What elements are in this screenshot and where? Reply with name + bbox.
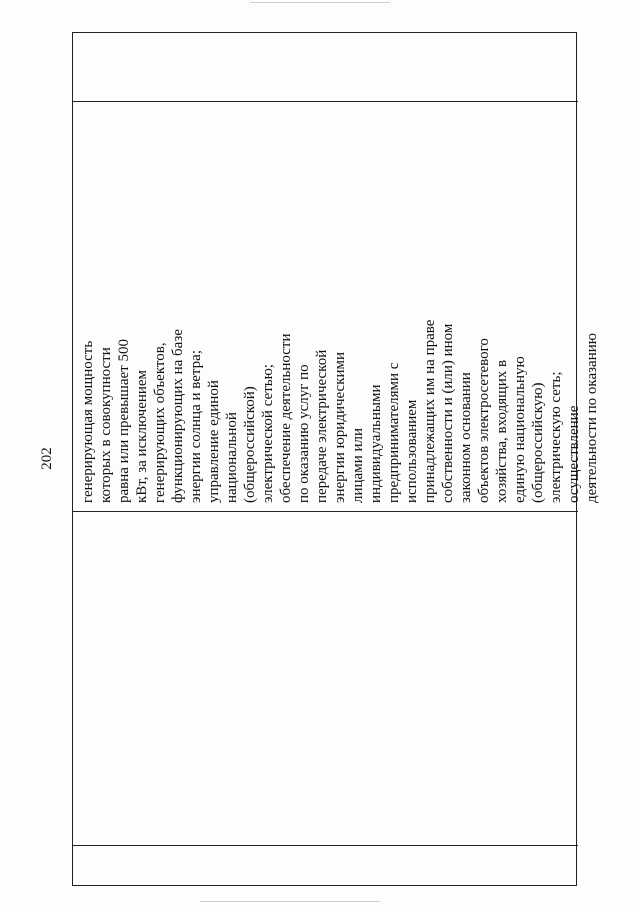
table-cell-3-line: (общероссийской) [242,386,258,503]
table-cell-3 [73,101,600,511]
table-cell-3-line: предпринимателями с [386,362,402,503]
table-cell-3-line: по оказанию услуг по [296,364,312,503]
table-cell-3-line: энергии юридическими [332,351,348,503]
table-cell-3-line: принадлежащих им на праве [422,319,438,503]
table-cell-3-line: законном основании [458,372,474,503]
scan-artifact-top [250,2,390,3]
table-row [73,33,600,887]
table-cell-3-line: (общероссийскую) [530,382,546,503]
table-cell-3-line: равна или превышает 500 [116,339,132,503]
table-cell-3-line: электрическую сеть; [548,371,564,503]
table-cell-3-line: функционирующих на базе [170,329,186,503]
page-number-text: 202 [38,446,55,470]
table-cell-3-text [79,110,601,503]
table-cell-3-line: электрической сетью; [260,364,276,503]
table-cell-3-line: энергии солнца и ветра; [188,350,204,503]
table-cell-3-line: использованием [404,399,420,503]
table-cell-3-line: национальной [224,412,240,503]
table-cell-3-line: объектов электросетевого [476,338,492,503]
table-cell-3-line: которых в совокупности [98,347,114,503]
page-number [36,447,58,469]
table [72,32,600,886]
table-cell-3-line: генерирующая мощность [80,340,96,503]
table-cell-3-line: индивидуальными [368,384,384,503]
table-cell-3-line: обеспечение деятельности [278,333,294,503]
table-cell-3-line: генерирующих объектов, [152,342,168,503]
table-cell-3-line: кВт, за исключением [134,369,150,503]
table-rotated-content [73,33,600,887]
table-cell-3-line: передаче электрической [314,349,330,503]
table-cell-3-line: собственности и (или) ином [440,323,456,503]
table-cell-3-line: хозяйства, входящих в [494,359,510,503]
table-cell-3-line: единую национальную [512,356,528,503]
table-cell-3-line: деятельности по оказанию [584,333,600,503]
table-cell-3-line: управление единой [206,380,222,503]
table-cell-3-line: осуществление [566,405,582,503]
scan-artifact-bottom [200,901,380,902]
table-cell-1 [73,845,578,887]
table-cell-3-line: лицами или [350,427,366,503]
table-cell-4 [73,33,578,101]
table-cell-2 [73,511,578,845]
